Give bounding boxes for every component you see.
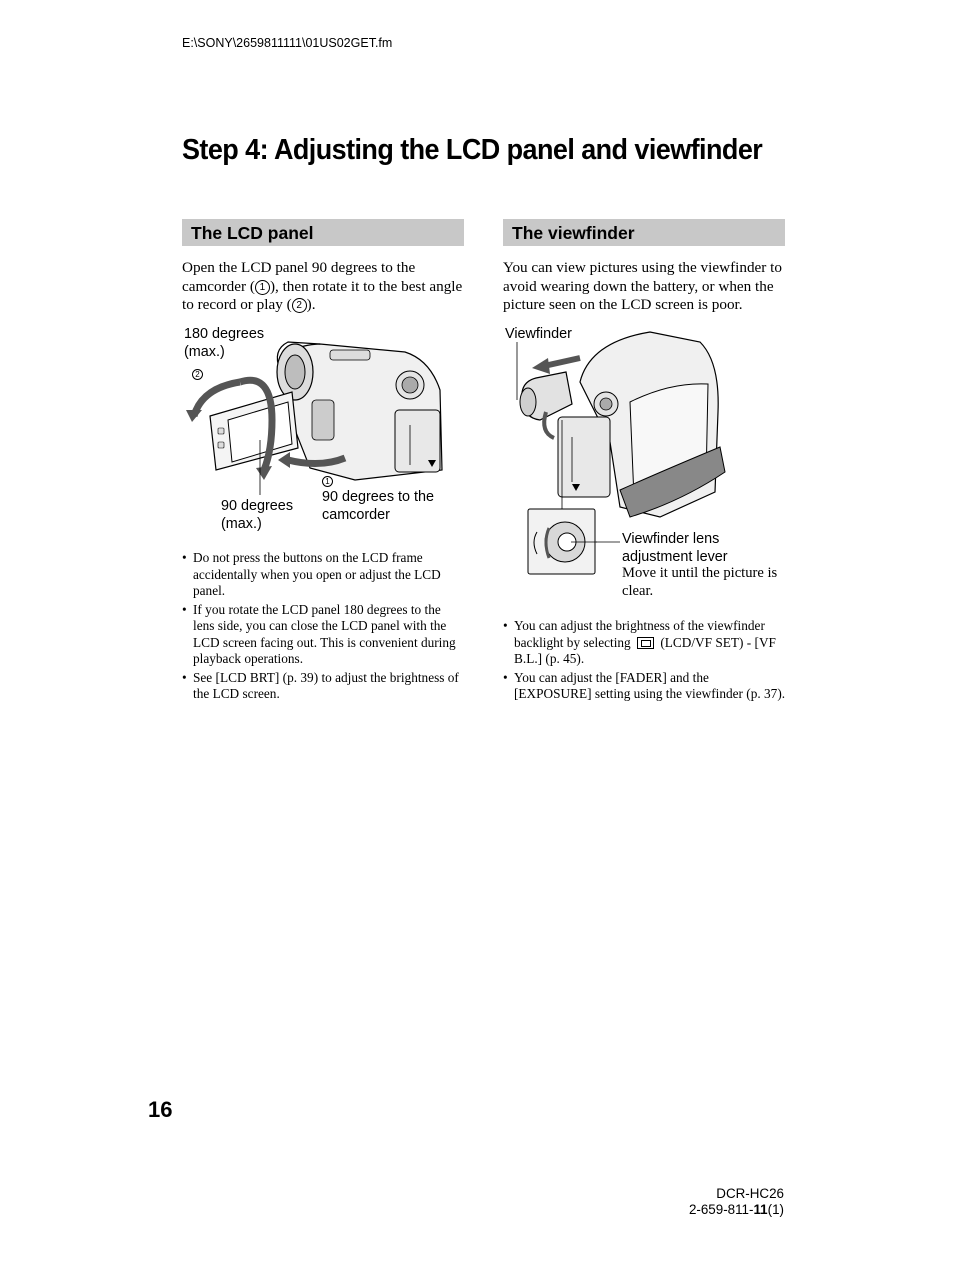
bullet-text: (LCD/VF SET) - [VF B.L.] (p. 45). (514, 634, 776, 666)
label-viewfinder: Viewfinder (505, 326, 572, 342)
lcd-intro-text-2: ), then rotate it to the best angle to record or play ( (182, 277, 463, 313)
viewfinder-section-heading: The viewfinder (503, 219, 785, 246)
bullet-text: You can adjust the brightness of the viewfinder backlight by selecting (514, 618, 765, 650)
lcd-intro (182, 259, 466, 315)
page-title: Step 4: Adjusting the LCD panel and viewfinder (182, 134, 763, 166)
lcd-intro-text-3: ). (306, 296, 316, 313)
footer (689, 1186, 784, 1218)
lever-note: Move it until the picture is clear. (622, 565, 778, 599)
step-marker-2: 2 (292, 298, 307, 313)
label-90-degrees-camcorder: 90 degrees to the camcorder (322, 489, 435, 523)
viewfinder-intro: You can view pictures using the viewfinder to avoid wearing down the battery, or when the picture seen on the LCD screen is poor. (503, 259, 782, 313)
figure-marker-2: 2 (192, 364, 203, 382)
camcorder-lcd-illustration (180, 330, 465, 500)
lcd-section-heading: The LCD panel (182, 219, 464, 246)
list-item: • Do not press the buttons on the LCD frame accidentally when you open or adjust the LCD panel. (182, 550, 464, 600)
page-number: 16 (148, 1097, 173, 1122)
list-item: • See [LCD BRT] (p. 39) to adjust the brightness of the LCD screen. (182, 670, 464, 703)
label-90-degrees-max: 90 degrees (max.) (221, 498, 294, 532)
list-item: • You can adjust the [FADER] and the [EXPOSURE] setting using the viewfinder (p. 37). (503, 670, 787, 703)
lcd-vf-set-icon (637, 637, 654, 649)
list-item (503, 618, 787, 668)
viewfinder-bullet-list (503, 618, 787, 705)
lens-lever-detail-inset (527, 508, 597, 576)
list-item: • If you rotate the LCD panel 180 degrees to the lens side, you can close the LCD panel with the LCD screen facing out. This is convenient during playback operations. (182, 602, 464, 668)
file-path: E:\SONY\2659811111\01US02GET.fm (182, 36, 393, 50)
label-180-degrees: 180 degrees (max.) (184, 326, 265, 360)
model-number: DCR-HC26 (716, 1186, 784, 1201)
figure-marker-1: 1 (322, 471, 333, 489)
camcorder-viewfinder-illustration (510, 322, 730, 522)
viewfinder-section (503, 219, 785, 246)
lever-leader-line (596, 540, 622, 544)
step-marker-1: 1 (255, 280, 270, 295)
document-code: 2-659-811-11(1) (688, 1202, 784, 1217)
lcd-intro-text-1: Open the LCD panel 90 degrees to the camcorder ( (182, 259, 416, 295)
lcd-bullet-list (182, 550, 464, 705)
label-lens-adjustment-lever: Viewfinder lens adjustment lever (622, 531, 728, 565)
lcd-section (182, 219, 464, 246)
